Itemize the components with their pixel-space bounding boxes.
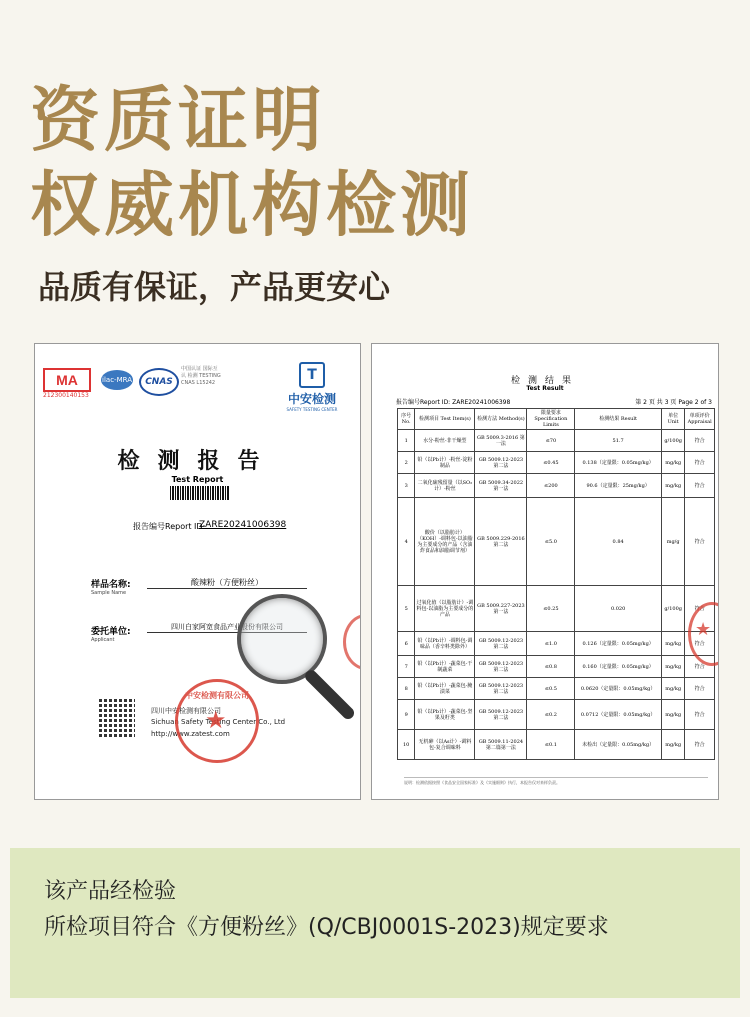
headline-line1: 资质证明 bbox=[30, 79, 326, 161]
table-row bbox=[398, 474, 715, 498]
table-cell: GB 5009.229-2016 第二法 bbox=[475, 498, 527, 586]
table-cell: 9 bbox=[398, 700, 415, 730]
table-row bbox=[398, 700, 715, 730]
col-header: 限量要求 Specification Limits bbox=[527, 409, 575, 430]
table-cell: 2 bbox=[398, 452, 415, 474]
magnifier-handle bbox=[303, 668, 357, 722]
table-cell: GB 5009.12-2023 第二法 bbox=[475, 700, 527, 730]
col-header: 单项评价 Appraisal bbox=[685, 409, 715, 430]
report-no-label: 报告编号Report ID: bbox=[133, 522, 206, 531]
report-title: 检测报告 bbox=[117, 448, 278, 474]
star-icon: ★ bbox=[205, 706, 227, 734]
results-header-row bbox=[398, 409, 715, 430]
table-cell: 符合 bbox=[685, 730, 715, 760]
table-cell: 符合 bbox=[685, 452, 715, 474]
table-cell: ≤0.5 bbox=[527, 678, 575, 700]
table-cell: 二氧化硫残留量（以SO₂计）-粉丝 bbox=[415, 474, 475, 498]
table-cell: GB 5009.227-2023 第一法 bbox=[475, 586, 527, 632]
certificate-page bbox=[34, 343, 361, 800]
table-cell: 符合 bbox=[685, 474, 715, 498]
col-header: 检测结果 Result bbox=[575, 409, 662, 430]
col-header: 检测项目 Test Item(s) bbox=[415, 409, 475, 430]
table-cell: mg/kg bbox=[661, 632, 684, 656]
table-cell: 符合 bbox=[685, 430, 715, 452]
table-cell: ≤0.8 bbox=[527, 656, 575, 678]
table-cell: 符合 bbox=[685, 678, 715, 700]
report-title-en: Test Report bbox=[171, 475, 224, 484]
results-page-number: 第 2 页 共 3 页 Page 2 of 3 bbox=[635, 399, 712, 406]
table-row bbox=[398, 498, 715, 586]
table-cell: 符合 bbox=[685, 586, 715, 632]
table-cell: 0.126（定量限：0.05mg/kg） bbox=[575, 632, 662, 656]
table-row bbox=[398, 730, 715, 760]
table-cell: mg/g bbox=[661, 498, 684, 586]
official-stamp bbox=[175, 679, 259, 763]
table-cell: ≤0.2 bbox=[527, 700, 575, 730]
certification-logos bbox=[43, 362, 352, 412]
col-header: 序号 No. bbox=[398, 409, 415, 430]
table-cell: ≤0.45 bbox=[527, 452, 575, 474]
lab-name-en: SAFETY TESTING CENTER bbox=[286, 407, 338, 412]
table-cell: 90.6（定量限：25mg/kg） bbox=[575, 474, 662, 498]
table-cell: 1 bbox=[398, 430, 415, 452]
table-cell: 铅（以Pb计）-蔬菜包-干制蔬菜 bbox=[415, 656, 475, 678]
table-cell: ≤5.0 bbox=[527, 498, 575, 586]
table-cell: 5 bbox=[398, 586, 415, 632]
results-title: 检测结果 bbox=[510, 376, 579, 386]
table-cell: 51.7 bbox=[575, 430, 662, 452]
table-cell: 3 bbox=[398, 474, 415, 498]
table-cell: 铅（以Pb计）-蔬菜包-坚果及籽类 bbox=[415, 700, 475, 730]
table-cell: GB 5009.34-2022 第一法 bbox=[475, 474, 527, 498]
applicant-value: 四川白家阿宽食品产业股份有限公司 bbox=[147, 622, 307, 633]
table-cell: ≤1.0 bbox=[527, 632, 575, 656]
table-cell: GB 5009.12-2023 第二法 bbox=[475, 678, 527, 700]
table-cell: 7 bbox=[398, 656, 415, 678]
issuer-en: Sichuan Safety Testing Center Co., Ltd bbox=[151, 718, 286, 726]
table-cell: 未检出（定量限：0.05mg/kg） bbox=[575, 730, 662, 760]
table-row bbox=[398, 656, 715, 678]
table-cell: 铅（以Pb计）-粉丝-淀粉制品 bbox=[415, 452, 475, 474]
table-row bbox=[398, 430, 715, 452]
report-no: ZARE20241006398 bbox=[199, 520, 287, 530]
table-cell: 符合 bbox=[685, 700, 715, 730]
table-cell: 0.138（定量限：0.05mg/kg） bbox=[575, 452, 662, 474]
table-cell: 水分-粉丝-非干燥型 bbox=[415, 430, 475, 452]
table-cell: ≤0.1 bbox=[527, 730, 575, 760]
ilac-logo: ilac-MRA bbox=[101, 370, 133, 390]
table-cell: 过氧化值（以脂肪计）-调料包-以油脂为主要成分的产品 bbox=[415, 586, 475, 632]
ma-number: 212300140153 bbox=[43, 392, 89, 399]
applicant-label-en: Applicant bbox=[91, 637, 115, 643]
table-cell: 4 bbox=[398, 498, 415, 586]
table-cell: mg/kg bbox=[661, 678, 684, 700]
table-cell: 铅（以Pb计）-蔬菜包-腌渍菜 bbox=[415, 678, 475, 700]
table-cell: 无机砷（以As计）-调料包-复合调味料 bbox=[415, 730, 475, 760]
table-cell: 0.0620（定量限：0.05mg/kg） bbox=[575, 678, 662, 700]
table-cell: 8 bbox=[398, 678, 415, 700]
table-cell: ≤70 bbox=[527, 430, 575, 452]
cnas-text: 中国认证 国际互认 检测 TESTING CNAS L15242 bbox=[181, 366, 221, 386]
col-header: 检测方法 Method(s) bbox=[475, 409, 527, 430]
conclusion-line2: 所检项目符合《方便粉丝》(Q/CBJ0001S-2023)规定要求 bbox=[44, 915, 609, 940]
table-cell: 铅（以Pb计）-调料包-调味品（香辛料类除外） bbox=[415, 632, 475, 656]
table-cell: 0.84 bbox=[575, 498, 662, 586]
issuer-web: http://www.zatest.com bbox=[151, 730, 230, 738]
sample-label-en: Sample Name bbox=[91, 590, 127, 596]
lab-mark-icon: T bbox=[299, 362, 325, 388]
stamp-text: 中安检测有限公司 bbox=[185, 691, 249, 700]
table-row bbox=[398, 632, 715, 656]
table-cell: 6 bbox=[398, 632, 415, 656]
results-report-no: 报告编号Report ID: ZARE20241006398 bbox=[396, 399, 511, 406]
table-cell: GB 5009.12-2023 第二法 bbox=[475, 632, 527, 656]
conclusion-line1: 该产品经检验 bbox=[44, 879, 177, 904]
table-cell: g/100g bbox=[661, 586, 684, 632]
headline-line2: 权威机构检测 bbox=[30, 164, 474, 246]
results-table bbox=[397, 408, 715, 760]
barcode bbox=[170, 486, 230, 500]
issuer-cn: 四川中安检测有限公司 bbox=[151, 707, 221, 715]
conclusion-box bbox=[10, 848, 740, 998]
table-cell: mg/kg bbox=[661, 700, 684, 730]
table-cell: 10 bbox=[398, 730, 415, 760]
table-cell: GB 5009.12-2023 第二法 bbox=[475, 656, 527, 678]
table-cell: GB 5009.3-2016 第一法 bbox=[475, 430, 527, 452]
table-cell: GB 5009.12-2023 第二法 bbox=[475, 452, 527, 474]
sample-value: 酸辣粉（方便粉丝） bbox=[147, 577, 307, 589]
table-cell: mg/kg bbox=[661, 730, 684, 760]
table-cell: mg/kg bbox=[661, 474, 684, 498]
headline-subtitle: 品质有保证，产品更安心 bbox=[38, 268, 391, 306]
table-cell: ≤200 bbox=[527, 474, 575, 498]
sample-label: 样品名称: bbox=[91, 580, 131, 590]
results-footer: 说明：检测依据按照《食品安全国家标准》及《实施细则》执行，本报告仅对来样负责。 bbox=[404, 777, 708, 786]
table-cell: 0.0712（定量限：0.05mg/kg） bbox=[575, 700, 662, 730]
seam-stamp bbox=[343, 614, 361, 670]
table-cell: mg/kg bbox=[661, 656, 684, 678]
table-row bbox=[398, 678, 715, 700]
table-row bbox=[398, 586, 715, 632]
table-cell: ≤0.25 bbox=[527, 586, 575, 632]
table-cell: 符合 bbox=[685, 632, 715, 656]
table-cell: 0.020 bbox=[575, 586, 662, 632]
results-title-en: Test Result bbox=[526, 385, 564, 392]
table-cell: 符合 bbox=[685, 498, 715, 586]
table-cell: mg/kg bbox=[661, 452, 684, 474]
table-cell: GB 5009.11-2024 第二篇第一法 bbox=[475, 730, 527, 760]
lab-name: 中安检测 bbox=[287, 392, 336, 406]
results-page bbox=[371, 343, 719, 800]
applicant-label: 委托单位: bbox=[91, 627, 131, 637]
table-cell: 符合 bbox=[685, 656, 715, 678]
star-icon: ★ bbox=[695, 619, 712, 640]
lab-logo bbox=[282, 362, 342, 412]
col-header: 单位 Unit bbox=[661, 409, 684, 430]
table-cell: 0.160（定量限：0.05mg/kg） bbox=[575, 656, 662, 678]
table-row bbox=[398, 452, 715, 474]
table-cell: 酸价（以脂肪计）（KOH）-调料包-以油脂为主要成分的产品（含油炸食品和油脂调节剂） bbox=[415, 498, 475, 586]
qr-code bbox=[97, 699, 135, 737]
table-cell: g/100g bbox=[661, 430, 684, 452]
ma-logo: MA bbox=[43, 368, 91, 392]
cnas-logo: CNAS bbox=[139, 368, 179, 396]
